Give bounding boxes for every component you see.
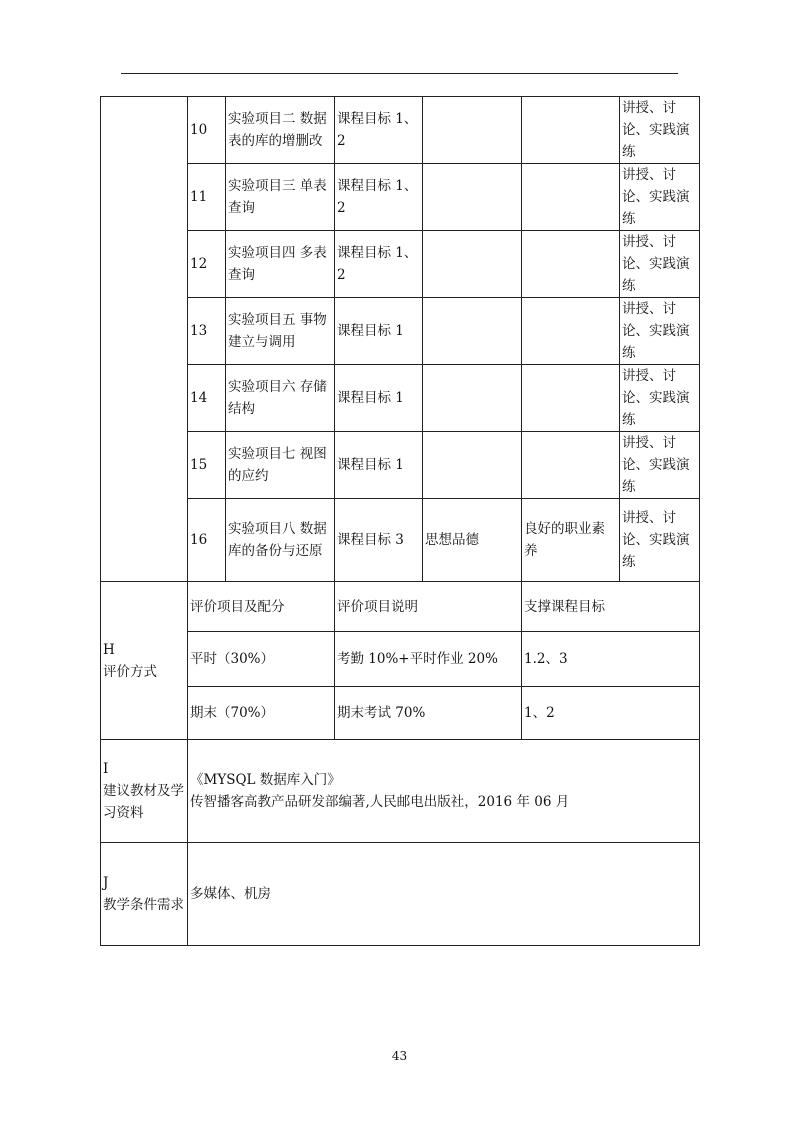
table-row [101,298,700,365]
teaching-method: 讲授、讨论、实践演练 [620,365,700,432]
section-letter: I [103,761,109,777]
project-name: 实验项目四 多表查询 [226,231,335,298]
ideology-cell [423,432,522,499]
header-rule [121,73,678,74]
project-name: 实验项目六 存储结构 [226,365,335,432]
teaching-method: 讲授、讨论、实践演练 [620,499,700,582]
table-row [101,97,700,164]
row-number: 11 [188,164,226,231]
project-name: 实验项目八 数据库的备份与还原 [226,499,335,582]
eval-target: 1.2、3 [522,632,700,687]
project-name: 实验项目二 数据表的库的增删改 [226,97,335,164]
teaching-method: 讲授、讨论、实践演练 [620,164,700,231]
textbook-section-label [101,740,188,843]
project-name: 实验项目三 单表查询 [226,164,335,231]
table-row [101,164,700,231]
textbook-row [101,740,700,843]
teaching-method: 讲授、讨论、实践演练 [620,298,700,365]
literacy-cell [522,298,620,365]
eval-header-desc: 评价项目说明 [335,582,522,632]
row-number: 12 [188,231,226,298]
table-row [101,365,700,432]
evaluation-row [101,632,700,687]
evaluation-section-label [101,582,188,740]
table-row [101,432,700,499]
syllabus-table [100,96,700,946]
textbook-detail: 传智播客高教产品研发部编著,人民邮电出版社，2016 年 06 月 [190,794,570,810]
course-objective: 课程目标 1 [335,432,423,499]
teaching-method: 讲授、讨论、实践演练 [620,97,700,164]
page-number: 43 [391,1049,408,1063]
eval-desc: 考勤 10%+平时作业 20% [335,632,522,687]
eval-header-item: 评价项目及配分 [188,582,335,632]
evaluation-row [101,687,700,740]
section-letter: H [103,641,115,658]
literacy-cell [522,231,620,298]
project-name: 实验项目七 视图的应约 [226,432,335,499]
section-title: 教学条件需求 [103,897,184,913]
row-number: 15 [188,432,226,499]
evaluation-header-row [101,582,700,632]
literacy-cell [522,164,620,231]
course-objective: 课程目标 1、2 [335,97,423,164]
row-number: 10 [188,97,226,164]
literacy-cell [522,365,620,432]
section-letter: J [103,875,109,891]
textbook-title: 《MYSQL 数据库入门》 [190,772,341,788]
course-objective: 课程目标 1 [335,298,423,365]
conditions-section-label [101,843,188,946]
eval-desc: 期末考试 70% [335,687,522,740]
course-objective: 课程目标 3 [335,499,423,582]
table-row [101,231,700,298]
conditions-row [101,843,700,946]
textbook-content [188,740,700,843]
section-blank-cell [101,97,188,582]
eval-item: 平时（30%） [188,632,335,687]
ideology-cell [423,298,522,365]
project-name: 实验项目五 事物建立与调用 [226,298,335,365]
row-number: 16 [188,499,226,582]
course-objective: 课程目标 1、2 [335,164,423,231]
ideology-cell [423,231,522,298]
eval-item: 期末（70%） [188,687,335,740]
ideology-cell [423,365,522,432]
course-objective: 课程目标 1 [335,365,423,432]
conditions-content: 多媒体、机房 [188,843,700,946]
table-row [101,499,700,582]
literacy-cell [522,432,620,499]
row-number: 14 [188,365,226,432]
eval-header-target: 支撑课程目标 [522,582,700,632]
ideology-cell: 思想品德 [423,499,522,582]
eval-target: 1、2 [522,687,700,740]
literacy-cell: 良好的职业素养 [522,499,620,582]
ideology-cell [423,164,522,231]
literacy-cell [522,97,620,164]
teaching-method: 讲授、讨论、实践演练 [620,231,700,298]
section-title: 评价方式 [103,663,157,680]
section-title: 建议教材及学习资料 [103,783,184,821]
course-objective: 课程目标 1、2 [335,231,423,298]
teaching-method: 讲授、讨论、实践演练 [620,432,700,499]
ideology-cell [423,97,522,164]
row-number: 13 [188,298,226,365]
